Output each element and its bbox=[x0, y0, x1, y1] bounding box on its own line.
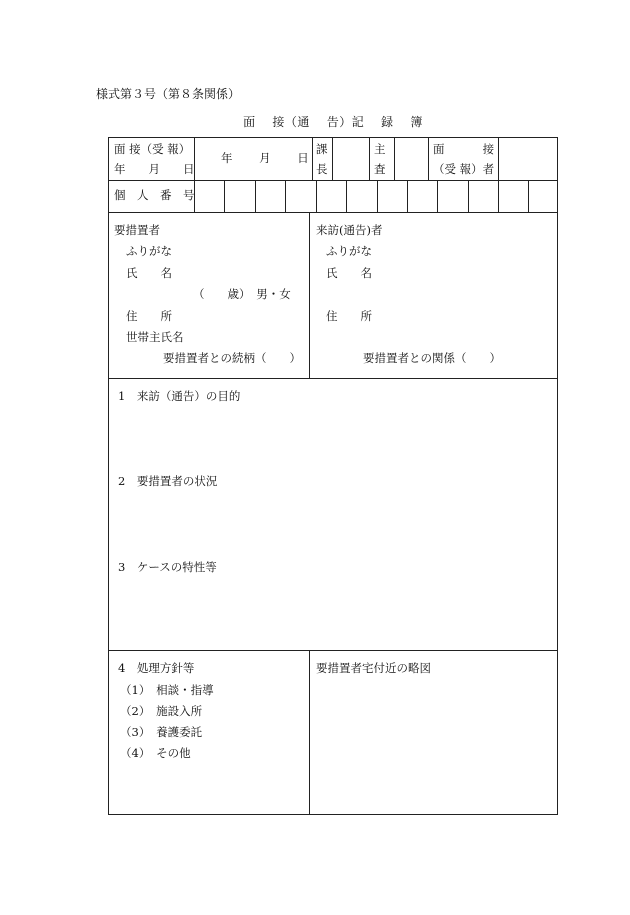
interview-date-label: 面 接（受 報） bbox=[114, 142, 191, 156]
number-cell-divider bbox=[224, 180, 225, 212]
section-purpose: 1 来訪（通告）の目的 bbox=[118, 389, 241, 403]
number-cell-divider bbox=[255, 180, 256, 212]
header-divider bbox=[498, 137, 499, 180]
household-head-label: 世帯主氏名 bbox=[126, 330, 184, 344]
title-text: 面 接（通 告）記 録 簿 bbox=[243, 115, 423, 129]
visitor-furigana-label: ふりがな bbox=[326, 244, 372, 258]
number-cell-divider bbox=[498, 180, 499, 212]
section-characteristics: 3 ケースの特性等 bbox=[118, 560, 217, 574]
visitor-address-label: 住 所 bbox=[326, 309, 372, 323]
chief-label-1: 課 bbox=[316, 142, 328, 156]
visitor-relation-label: 要措置者との関係（ ） bbox=[363, 351, 501, 365]
visitor-heading: 来訪(通告)者 bbox=[316, 223, 383, 237]
subject-address-label: 住 所 bbox=[126, 309, 172, 323]
number-cell-divider bbox=[377, 180, 378, 212]
date-value: 年 月 日 bbox=[221, 151, 309, 165]
person-section-divider bbox=[309, 212, 310, 378]
interview-date-label-2: 年 月 日 bbox=[114, 162, 195, 176]
subject-heading: 要措置者 bbox=[114, 223, 160, 237]
header-divider bbox=[428, 137, 429, 180]
subject-relation-label: 要措置者との続柄（ ） bbox=[163, 351, 301, 365]
inspector-label-2: 査 bbox=[374, 162, 386, 176]
header-divider bbox=[312, 137, 313, 180]
number-cell-divider bbox=[528, 180, 529, 212]
number-cell-divider bbox=[407, 180, 408, 212]
visitor-name-label: 氏 名 bbox=[326, 266, 372, 280]
policy-item: （2） 施設入所 bbox=[120, 704, 203, 718]
map-label: 要措置者宅付近の略図 bbox=[316, 661, 431, 675]
number-cell-divider bbox=[437, 180, 438, 212]
row-divider-3 bbox=[108, 378, 558, 379]
header-divider bbox=[394, 137, 395, 180]
individual-number-label: 個 人 番 号 bbox=[114, 188, 195, 202]
row-divider-1 bbox=[108, 180, 558, 181]
form-number-label: 様式第３号（第８条関係） bbox=[96, 87, 241, 101]
inspector-label-1: 主 bbox=[374, 142, 386, 156]
policy-item: （1） 相談・指導 bbox=[120, 683, 214, 697]
policy-map-divider bbox=[309, 650, 310, 815]
chief-label-2: 長 bbox=[316, 162, 328, 176]
policy-heading: 4 処理方針等 bbox=[118, 661, 195, 675]
header-divider bbox=[369, 137, 370, 180]
policy-item: （4） その他 bbox=[120, 746, 191, 760]
number-cell-divider bbox=[285, 180, 286, 212]
interviewer-label-2: （受 報）者 bbox=[433, 162, 495, 176]
interviewer-label-1: 面 接 bbox=[433, 142, 495, 156]
policy-item: （3） 養護委託 bbox=[120, 725, 203, 739]
header-divider bbox=[332, 137, 333, 180]
row-divider-4 bbox=[108, 650, 558, 651]
subject-age-sex: （ 歳） 男・女 bbox=[193, 287, 291, 301]
section-status: 2 要措置者の状況 bbox=[118, 474, 218, 488]
number-cell-divider bbox=[346, 180, 347, 212]
subject-furigana-label: ふりがな bbox=[126, 244, 172, 258]
number-cell-divider bbox=[316, 180, 317, 212]
page-title bbox=[108, 113, 558, 130]
row-divider-2 bbox=[108, 212, 558, 213]
subject-name-label: 氏 名 bbox=[126, 266, 172, 280]
number-cell-divider bbox=[468, 180, 469, 212]
